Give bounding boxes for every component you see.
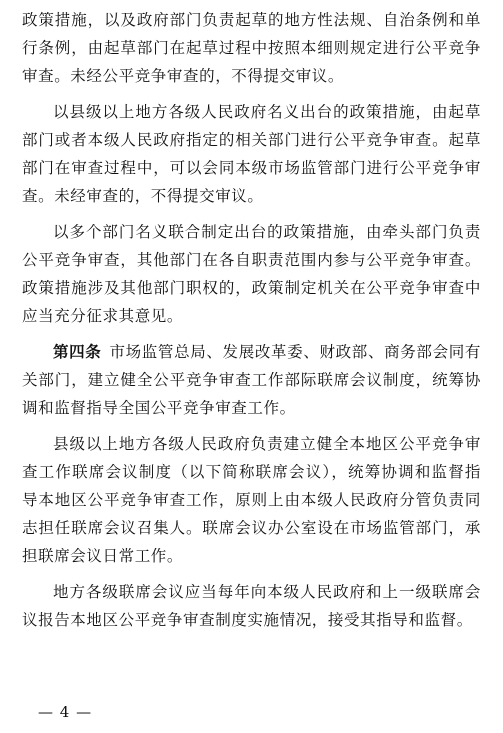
paragraph-text: 以多个部门名义联合制定出台的政策措施，由牵头部门负责公平竞争审查，其他部门在各自职责范围内参与公平竞争审查。政策措施涉及其他部门职权的，政策制定机关在公平竞争审查中应当充分征求其意见。 — [22, 223, 481, 325]
paragraph-text: 市场监管总局、发展改革委、财政部、商务部会同有关部门，建立健全公平竞争审查工作部际联席会议制度，统筹协调和监督指导全国公平竞争审查工作。 — [22, 343, 481, 417]
paragraph-text: 县级以上地方各级人民政府负责建立健全本地区公平竞争审查工作联席会议制度（以下简称联席会议），统筹协调和监督指导本地区公平竞争审查工作，原则上由本级人民政府分管负责同志担任联席会议召集人。联席会议办公室设在市场监管部门，承担联席会议日常工作。 — [22, 435, 481, 565]
paragraph-text: 地方各级联席会议应当每年向本级人民政府和上一级联席会议报告本地区公平竞争审查制度实施情况，接受其指导和监督。 — [22, 583, 481, 629]
page-number: — 4 — — [38, 703, 93, 721]
article-paragraph — [22, 338, 481, 422]
paragraph-text: 政策措施，以及政府部门负责起草的地方性法规、自治条例和单行条例，由起草部门在起草过程中按照本细则规定进行公平竞争审查。未经公平竞争审查的，不得提交审议。 — [22, 11, 481, 85]
article-heading: 第四条 — [53, 343, 102, 361]
paragraph — [22, 98, 481, 210]
paragraph-continuation — [22, 6, 481, 90]
paragraph — [22, 578, 481, 634]
paragraph — [22, 430, 481, 570]
paragraph-text: 以县级以上地方各级人民政府名义出台的政策措施，由起草部门或者本级人民政府指定的相关部门进行公平竞争审查。起草部门在审查过程中，可以会同本级市场监管部门进行公平竞争审查。未经审查的，不得提交审议。 — [22, 103, 481, 205]
paragraph — [22, 218, 481, 330]
